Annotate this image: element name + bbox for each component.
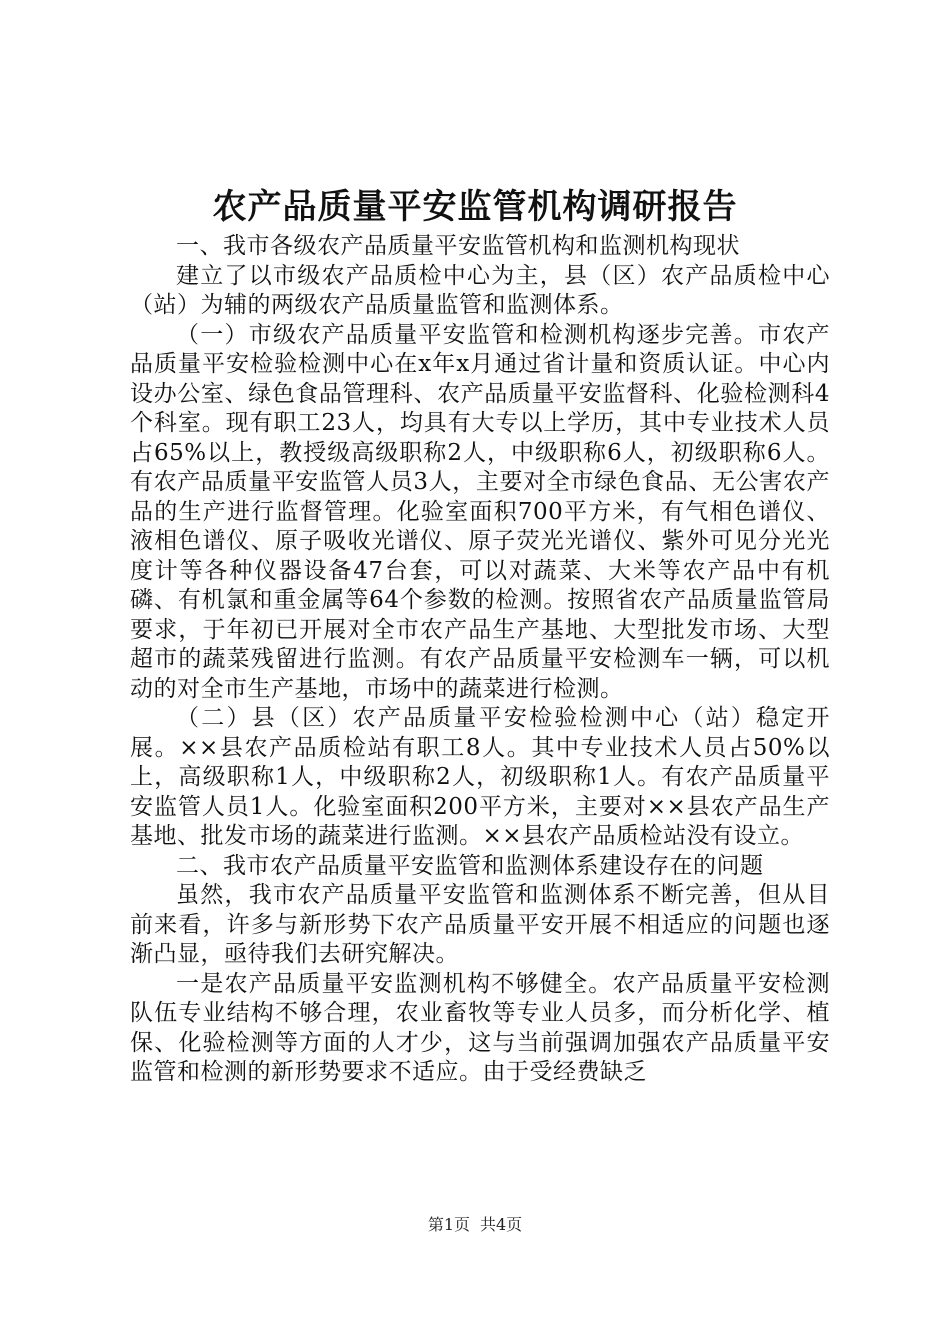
paragraph: （二）县（区）农产品质量平安检验检测中心（站）稳定开展。××县农产品质检站有职工8人。其中专业技术人员占50%以上，高级职称1人，中级职称2人，初级职称1人。有农产品质量平安监管人员1人。化验室面积200平方米，主要对××县农产品生产基地、批发市场的蔬菜进行监测。××县农产品质检站没有设立。 bbox=[130, 705, 830, 849]
paragraph: 虽然，我市农产品质量平安监管和监测体系不断完善，但从目前来看，许多与新形势下农产品质量平安开展不相适应的问题也逐渐凸显，亟待我们去研究解决。 bbox=[130, 882, 830, 967]
paragraph: 建立了以市级农产品质检中心为主，县（区）农产品质检中心（站）为辅的两级农产品质量监管和监测体系。 bbox=[130, 262, 830, 318]
page-number: 第1页 bbox=[427, 1215, 470, 1234]
paragraph: 一是农产品质量平安监测机构不够健全。农产品质量平安检测队伍专业结构不够合理，农业畜牧等专业人员多，而分析化学、植保、化验检测等方面的人才少，这与当前强调加强农产品质量平安监管和检测的新形势要求不适应。由于受经费缺乏 bbox=[130, 970, 830, 1085]
section-heading-1: 一、我市各级农产品质量平安监管机构和监测机构现状 bbox=[176, 233, 740, 259]
document-body bbox=[130, 232, 830, 1088]
paragraph: （一）市级农产品质量平安监管和检测机构逐步完善。市农产品质量平安检验检测中心在x年x月通过省计量和资质认证。中心内设办公室、绿色食品管理科、农产品质量平安监督科、化验检测科4个科室。现有职工23人，均具有大专以上学历，其中专业技术人员占65%以上，教授级高级职称2人，中级职称6人，初级职称6人。有农产品质量平安监管人员3人，主要对全市绿色食品、无公害农产品的生产进行监督管理。化验室面积700平方米，有气相色谱仪、液相色谱仪、原子吸收光谱仪、原子荧光光谱仪、紫外可见分光光度计等各种仪器设备47台套，可以对蔬菜、大米等农产品中有机磷、有机氯和重金属等64个参数的检测。按照省农产品质量监管局要求，于年初已开展对全市农产品生产基地、大型批发市场、大型超市的蔬菜残留进行监测。有农产品质量平安检测车一辆，可以机动的对全市生产基地，市场中的蔬菜进行检测。 bbox=[130, 321, 830, 702]
document-title: 农产品质量平安监管机构调研报告 bbox=[212, 187, 738, 227]
page-total: 共4页 bbox=[480, 1215, 523, 1234]
page-footer bbox=[0, 1213, 950, 1237]
section-heading-2: 二、我市农产品质量平安监管和监测体系建设存在的问题 bbox=[176, 852, 764, 879]
